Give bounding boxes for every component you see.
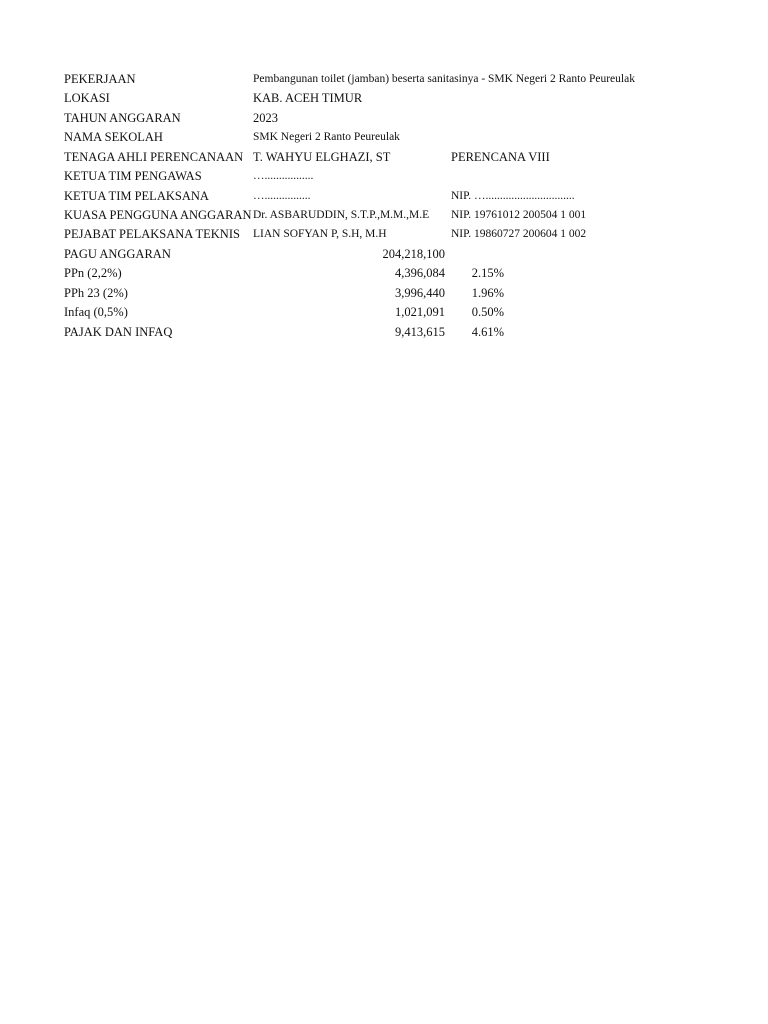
tax-amount: 4,396,084 (395, 266, 445, 280)
row-lokasi (0, 88, 768, 108)
row-pejabat-pelaksana (0, 224, 768, 244)
tax-label: PPn (2,2%) (64, 266, 122, 280)
tax-label: Infaq (0,5%) (64, 305, 128, 319)
row-value: …................ (253, 190, 311, 202)
row-extra: NIP. 19860727 200604 1 002 (451, 228, 587, 240)
row-label: LOKASI (64, 91, 110, 105)
row-value: Pembangunan toilet (jamban) beserta sanitasinya - SMK Negeri 2 Ranto Peureulak (253, 73, 635, 85)
row-ketua-pelaksana (0, 186, 768, 206)
row-tahun-anggaran (0, 108, 768, 128)
row-extra: NIP. 19761012 200504 1 001 (451, 209, 587, 221)
row-nama-sekolah (0, 127, 768, 147)
row-pekerjaan (0, 69, 768, 89)
row-pagu-anggaran (0, 244, 768, 264)
row-label: KETUA TIM PELAKSANA (64, 189, 209, 203)
tax-label: PPh 23 (2%) (64, 286, 128, 300)
row-extra: PERENCANA VIII (451, 150, 550, 164)
tax-percent: 2.15% (471, 266, 504, 280)
row-value: SMK Negeri 2 Ranto Peureulak (253, 131, 400, 143)
row-label: PEKERJAAN (64, 72, 136, 86)
tax-amount: 3,996,440 (395, 286, 445, 300)
row-label: NAMA SEKOLAH (64, 130, 163, 144)
row-value: 2023 (253, 111, 278, 125)
tax-amount: 9,413,615 (395, 325, 445, 339)
row-label: PEJABAT PELAKSANA TEKNIS (64, 227, 240, 241)
row-label: KUASA PENGGUNA ANGGARAN (64, 208, 252, 222)
row-pph23 (0, 283, 768, 303)
tax-label: PAJAK DAN INFAQ (64, 325, 173, 339)
row-infaq (0, 302, 768, 322)
row-value: …................. (253, 170, 314, 182)
row-value: LIAN SOFYAN P, S.H, M.H (253, 228, 387, 240)
row-ketua-pengawas (0, 166, 768, 186)
row-pajak-dan-infaq (0, 322, 768, 342)
row-label: TAHUN ANGGARAN (64, 111, 181, 125)
row-value: T. WAHYU ELGHAZI, ST (253, 150, 391, 164)
row-label: TENAGA AHLI PERENCANAAN (64, 150, 244, 164)
row-value: KAB. ACEH TIMUR (253, 91, 363, 105)
budget-amount: 204,218,100 (382, 247, 445, 261)
row-ppn (0, 263, 768, 283)
row-label: KETUA TIM PENGAWAS (64, 169, 202, 183)
tax-amount: 1,021,091 (395, 305, 445, 319)
tax-percent: 1.96% (471, 286, 504, 300)
row-kuasa-pengguna (0, 205, 768, 225)
row-tenaga-ahli (0, 147, 768, 167)
tax-percent: 0.50% (471, 305, 504, 319)
budget-label: PAGU ANGGARAN (64, 247, 171, 261)
tax-percent: 4.61% (471, 325, 504, 339)
row-value: Dr. ASBARUDDIN, S.T.P.,M.M.,M.E (253, 209, 430, 221)
row-extra: NIP. …............................... (451, 190, 575, 202)
